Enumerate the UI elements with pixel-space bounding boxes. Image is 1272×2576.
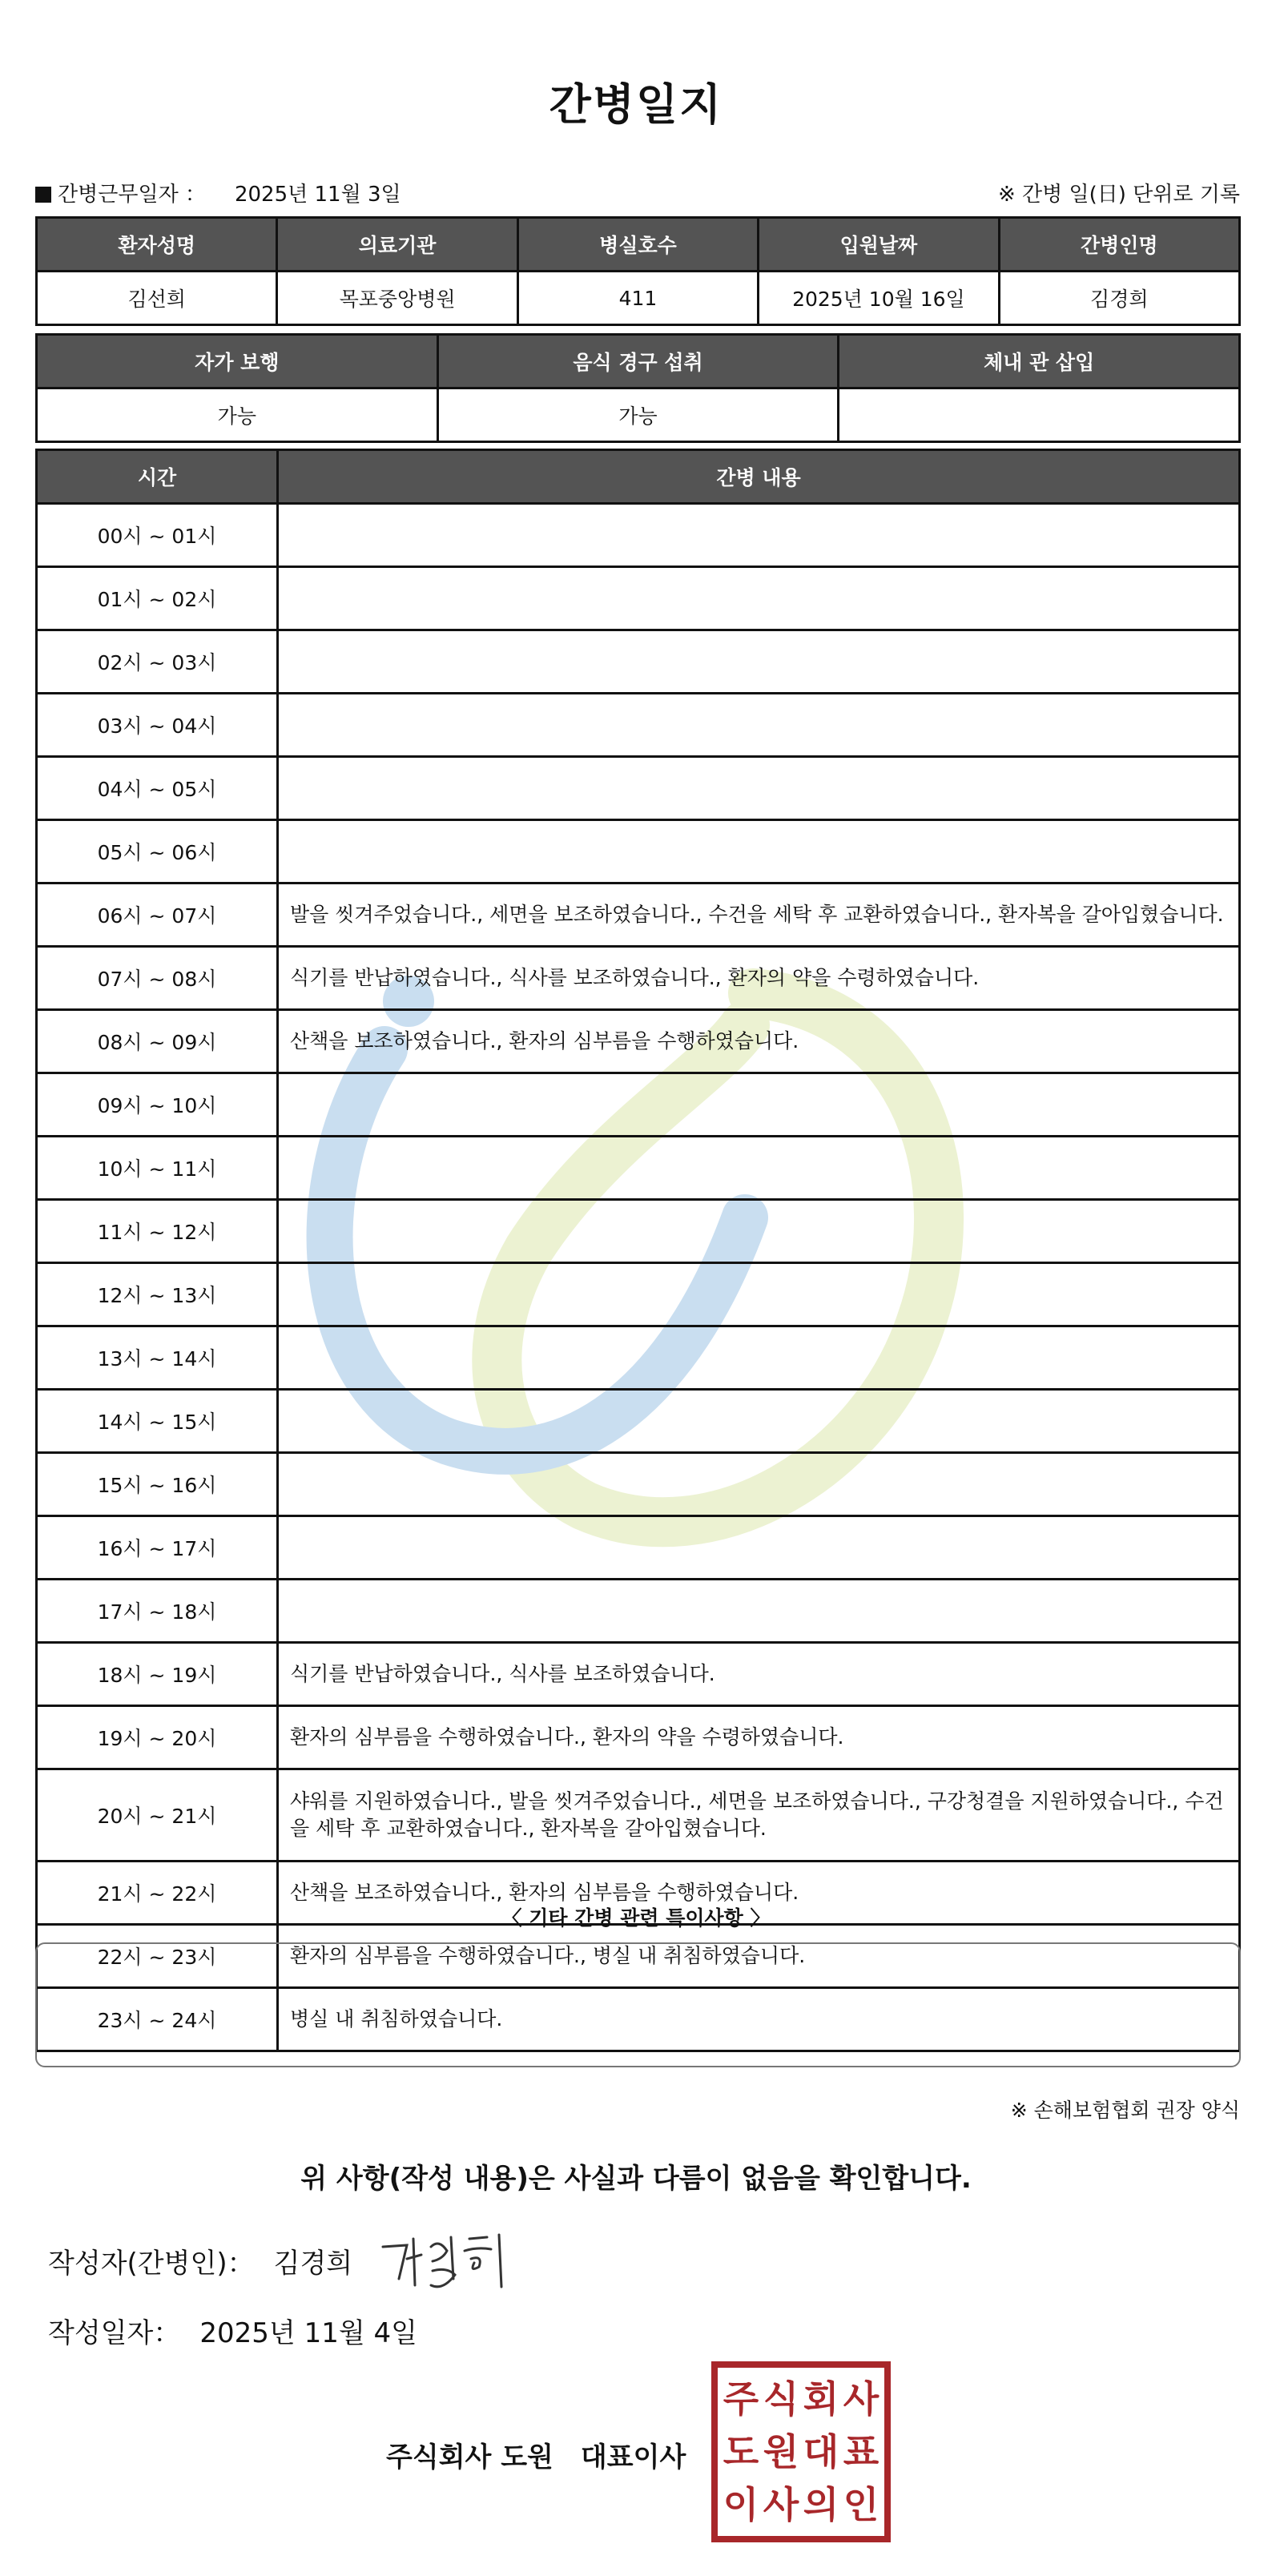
handwritten-signature bbox=[375, 2223, 511, 2303]
table-row bbox=[37, 1453, 1240, 1516]
time-slot: 13시 ~ 14시 bbox=[37, 1326, 278, 1390]
table-row bbox=[37, 1580, 1240, 1643]
table-row bbox=[37, 1263, 1240, 1326]
written-date-line bbox=[48, 2311, 417, 2350]
table-row bbox=[37, 883, 1240, 947]
document-title: 간병일지 bbox=[549, 79, 723, 130]
company-rep-title: 대표이사 bbox=[580, 2441, 686, 2473]
company-line bbox=[386, 2435, 686, 2474]
time-slot: 14시 ~ 15시 bbox=[37, 1390, 278, 1453]
header-patient-name: 환자성명 bbox=[37, 218, 277, 272]
table-row bbox=[37, 1769, 1240, 1862]
care-content: 산책을 보조하였습니다., 환자의 심부름을 수행하였습니다. bbox=[278, 1862, 1240, 1925]
care-content bbox=[278, 1390, 1240, 1453]
seal-character: 도 bbox=[723, 2430, 759, 2473]
header-admission-date: 입원날짜 bbox=[759, 218, 999, 272]
time-slot: 07시 ~ 08시 bbox=[37, 947, 278, 1010]
walking-status: 가능 bbox=[37, 388, 438, 442]
time-slot: 11시 ~ 12시 bbox=[37, 1200, 278, 1263]
header-caregiver: 간병인명 bbox=[999, 218, 1239, 272]
table-row bbox=[37, 1137, 1240, 1200]
time-slot: 06시 ~ 07시 bbox=[37, 883, 278, 947]
care-content: 식기를 반납하였습니다., 식사를 보조하였습니다. bbox=[278, 1643, 1240, 1706]
care-content bbox=[278, 1200, 1240, 1263]
writer-line bbox=[48, 2241, 352, 2280]
table-row bbox=[37, 1010, 1240, 1073]
care-content bbox=[278, 1580, 1240, 1643]
care-content bbox=[278, 567, 1240, 630]
patient-status-table bbox=[35, 333, 1241, 443]
care-log-table bbox=[35, 449, 1241, 2052]
care-content: 환자의 심부름을 수행하였습니다., 환자의 약을 수령하였습니다. bbox=[278, 1706, 1240, 1769]
care-content bbox=[278, 1516, 1240, 1580]
square-bullet-icon bbox=[35, 187, 51, 203]
care-content: 샤워를 지원하였습니다., 발을 씻겨주었습니다., 세면을 보조하였습니다., 구강청결을 지원하였습니다., 수건을 세탁 후 교환하였습니다., 환자복을 갈아입혔습니다. bbox=[278, 1769, 1240, 1862]
care-content bbox=[278, 504, 1240, 567]
care-content bbox=[278, 694, 1240, 757]
seal-character: 대 bbox=[803, 2430, 839, 2473]
seal-character: 회 bbox=[803, 2377, 839, 2421]
header-room: 병실호수 bbox=[517, 218, 758, 272]
admission-date: 2025년 10월 16일 bbox=[759, 272, 999, 325]
form-source-note: ※ 손해보험협회 권장 양식 bbox=[1010, 2099, 1240, 2122]
seal-character: 사 bbox=[843, 2377, 880, 2421]
time-slot: 04시 ~ 05시 bbox=[37, 757, 278, 820]
header-time: 시간 bbox=[37, 450, 278, 504]
seal-character: 주 bbox=[723, 2377, 759, 2421]
care-content bbox=[278, 1073, 1240, 1137]
table-row bbox=[37, 630, 1240, 694]
tube-insertion-status bbox=[839, 388, 1240, 442]
care-content bbox=[278, 1137, 1240, 1200]
time-slot: 16시 ~ 17시 bbox=[37, 1516, 278, 1580]
table-row bbox=[37, 947, 1240, 1010]
writer-name: 김경희 bbox=[273, 2248, 353, 2280]
time-slot: 12시 ~ 13시 bbox=[37, 1263, 278, 1326]
header-walking: 자가 보행 bbox=[37, 335, 438, 388]
special-notes-box bbox=[35, 1942, 1241, 2067]
time-slot: 17시 ~ 18시 bbox=[37, 1580, 278, 1643]
table-row bbox=[37, 1706, 1240, 1769]
time-slot: 03시 ~ 04시 bbox=[37, 694, 278, 757]
seal-character: 표 bbox=[843, 2430, 880, 2473]
special-notes-title: 〈 기타 간병 관련 특이사항 〉 bbox=[501, 1906, 771, 1930]
care-content bbox=[278, 820, 1240, 883]
caregiver-name: 김경희 bbox=[999, 272, 1239, 325]
header-care-content: 간병 내용 bbox=[278, 450, 1240, 504]
seal-character: 의 bbox=[803, 2483, 839, 2526]
care-content: 산책을 보조하였습니다., 환자의 심부름을 수행하였습니다. bbox=[278, 1010, 1240, 1073]
time-slot: 05시 ~ 06시 bbox=[37, 820, 278, 883]
table-row bbox=[37, 504, 1240, 567]
table-row bbox=[37, 694, 1240, 757]
company-seal-stamp bbox=[711, 2361, 891, 2542]
time-slot: 00시 ~ 01시 bbox=[37, 504, 278, 567]
time-slot: 10시 ~ 11시 bbox=[37, 1137, 278, 1200]
seal-character: 사 bbox=[763, 2483, 799, 2526]
care-content: 병실 내 취침하였습니다. bbox=[278, 1988, 1240, 2051]
written-date-label: 작성일자： bbox=[48, 2317, 181, 2349]
time-slot: 09시 ~ 10시 bbox=[37, 1073, 278, 1137]
time-slot: 18시 ~ 19시 bbox=[37, 1643, 278, 1706]
writer-label: 작성자(간병인)： bbox=[48, 2248, 255, 2280]
time-slot: 02시 ~ 03시 bbox=[37, 630, 278, 694]
table-row bbox=[37, 1390, 1240, 1453]
table-row bbox=[37, 1516, 1240, 1580]
table-row bbox=[37, 1643, 1240, 1706]
care-content: 식기를 반납하였습니다., 식사를 보조하였습니다., 환자의 약을 수령하였습니다. bbox=[278, 947, 1240, 1010]
care-content bbox=[278, 757, 1240, 820]
time-slot: 23시 ~ 24시 bbox=[37, 1988, 278, 2051]
time-slot: 15시 ~ 16시 bbox=[37, 1453, 278, 1516]
care-log-rows bbox=[37, 504, 1240, 2051]
table-row bbox=[37, 1200, 1240, 1263]
seal-character: 식 bbox=[763, 2377, 799, 2421]
room-number: 411 bbox=[517, 272, 758, 325]
care-date-label: 간병근무일자 ： bbox=[58, 183, 206, 207]
table-row bbox=[37, 1326, 1240, 1390]
seal-character: 이 bbox=[723, 2483, 759, 2526]
seal-character: 인 bbox=[843, 2483, 880, 2526]
care-content bbox=[278, 1263, 1240, 1326]
care-content: 발을 씻겨주었습니다., 세면을 보조하였습니다., 수건을 세탁 후 교환하였습니다., 환자복을 갈아입혔습니다. bbox=[278, 883, 1240, 947]
oral-intake-status: 가능 bbox=[437, 388, 839, 442]
unit-note: ※ 간병 일(日) 단위로 기록 bbox=[997, 183, 1240, 207]
care-content bbox=[278, 1453, 1240, 1516]
patient-name: 김선희 bbox=[37, 272, 277, 325]
seal-character: 원 bbox=[763, 2430, 799, 2473]
time-slot: 08시 ~ 09시 bbox=[37, 1010, 278, 1073]
time-slot: 21시 ~ 22시 bbox=[37, 1862, 278, 1925]
header-tube-insertion: 체내 관 삽입 bbox=[839, 335, 1240, 388]
company-name: 주식회사 도원 bbox=[386, 2441, 553, 2473]
table-row bbox=[37, 567, 1240, 630]
hospital-name: 목포중앙병원 bbox=[277, 272, 517, 325]
care-content bbox=[278, 630, 1240, 694]
table-row bbox=[37, 820, 1240, 883]
written-date-value: 2025년 11월 4일 bbox=[199, 2317, 417, 2349]
care-content bbox=[278, 1326, 1240, 1390]
table-row bbox=[37, 1073, 1240, 1137]
time-slot: 20시 ~ 21시 bbox=[37, 1769, 278, 1862]
care-date bbox=[35, 178, 401, 207]
care-date-value: 2025년 11월 3일 bbox=[234, 183, 401, 207]
care-content: 환자의 심부름을 수행하였습니다., 병실 내 취침하였습니다. bbox=[278, 1925, 1240, 1988]
time-slot: 01시 ~ 02시 bbox=[37, 567, 278, 630]
patient-info-table bbox=[35, 216, 1241, 326]
time-slot: 22시 ~ 23시 bbox=[37, 1925, 278, 1988]
time-slot: 19시 ~ 20시 bbox=[37, 1706, 278, 1769]
header-hospital: 의료기관 bbox=[277, 218, 517, 272]
header-oral-intake: 음식 경구 섭취 bbox=[437, 335, 839, 388]
confirmation-statement: 위 사항(작성 내용)은 사실과 다름이 없음을 확인합니다. bbox=[300, 2163, 972, 2195]
table-row bbox=[37, 757, 1240, 820]
